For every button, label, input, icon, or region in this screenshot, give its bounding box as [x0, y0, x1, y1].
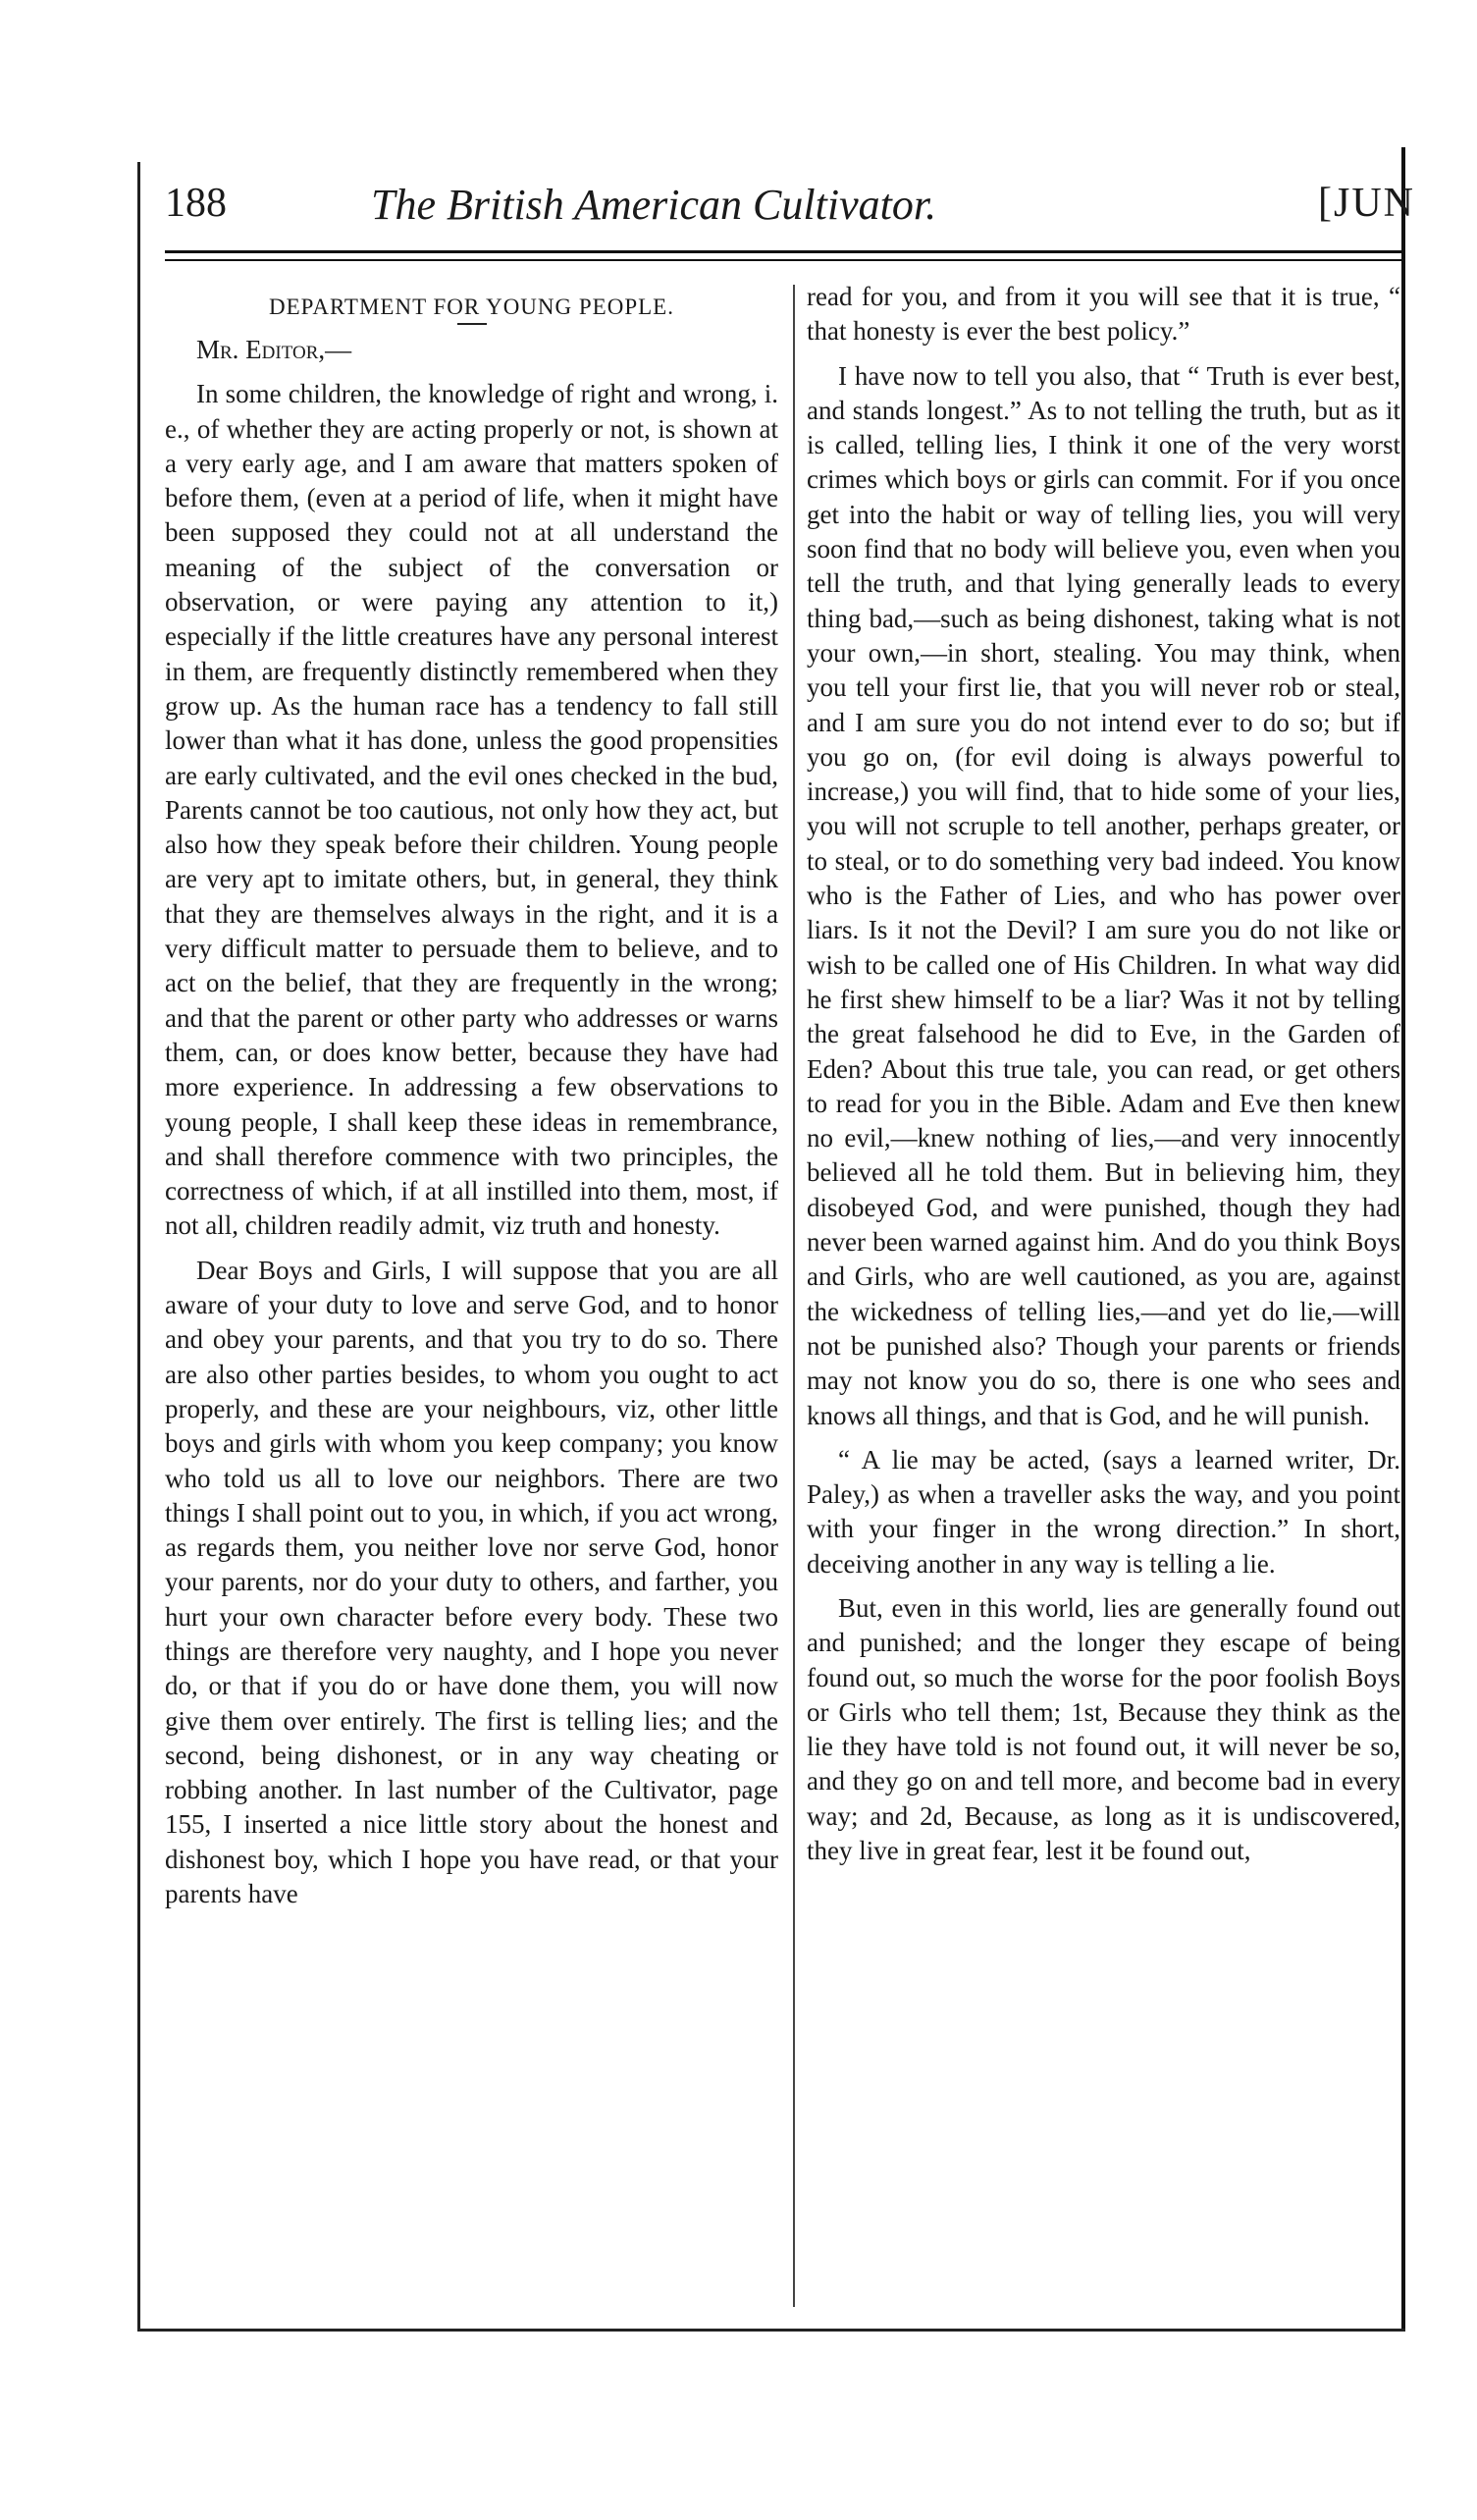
paragraph: In some children, the knowledge of right and wrong, i. e., of whether they are acting properly or not, is shown at a very early age, and I am aware that matters spoken of before them, (even at a period of life, when it might have been supposed they could not at all understand the meaning of the subject of the conversation or observation, or were paying any attention to it,) especially if the little creatures have any personal interest in them, are frequently distinctly remembered when they grow up. As the human race has a tendency to fall still lower than what it has done, unless the good propensities are early cultivated, and the evil ones checked in the bud, Parents cannot be too cautious, not only how they act, but also how they speak before their children. Young people are very apt to imitate others, but, in general, they think that they are themselves always in the right, and it is a very difficult matter to persuade them to believe, and to act on the belief, that they are frequently in the wrong; and that the parent or other party who addresses or warns them, can, or does know better, because they have had more experience. In addressing a few observations to young people, I shall keep these ideas in remembrance, and shall therefore commence with two principles, the correctness of which, if at all instilled into them, most, if not all, children readily admit, viz truth and honesty.	[165, 379, 778, 1241]
paragraph: “ A lie may be acted, (says a learned writer, Dr. Paley,) as when a traveller asks the way, and you point with your finger in the wrong direction.” In short, deceiving another in any way is telling a lie.	[807, 1444, 1400, 1579]
salutation: Mr. Editor,—	[196, 335, 352, 364]
header-rule-bottom	[165, 259, 1403, 261]
page-header	[165, 172, 1415, 241]
header-rule-top	[165, 250, 1403, 253]
paragraph: read for you, and from it you will see that it is true, “ that honesty is ever the best policy.”	[807, 282, 1400, 347]
left-column	[165, 280, 778, 1911]
page-border-right	[1401, 147, 1405, 2332]
paragraph: I have now to tell you also, that “ Truth is ever best, and stands longest.” As to not telling the truth, but as it is called, telling lies, I think it one of the very worst crimes which boys or girls can commit. For if you once get into the habit or way of telling lies, you will very soon find that no body will believe you, even when you tell the truth, and that lying generally leads to every thing bad,—such as being dishonest, taking what is not your own,—in short, stealing. You may think, when you tell your first lie, that you will never rob or steal, and I am sure you do not intend ever to do so; but if you go on, (for evil doing is always powerful to increase,) you will find, that to hide some of your lies, you will not scruple to tell another, perhaps greater, or to steal, or to do something very bad indeed. You know who is the Father of Lies, and who has power over liars. Is it not the Devil? I am sure you do not like or wish to be called one of His Children. In what way did he first shew himself to be a liar? Was it not by telling the great falsehood he did to Eve, in the Garden of Eden? About this true tale, you can read, or get others to read for you in the Bible. Adam and Eve then knew no evil,—knew nothing of lies,—and very innocently believed all he told them. But in believing him, they disobeyed God, and were punished, though they had never been warned against him. And do you think Boys and Girls, who are well cautioned, as you are, against the wickedness of telling lies,—and yet do lie,—will not be punished also? Though your parents or friends may not know you do so, there is one who sees and knows all things, and that is God, and he will punish.	[807, 360, 1400, 1430]
heading-dash	[457, 323, 487, 325]
column-divider	[793, 285, 795, 2307]
page-number: 188	[165, 181, 227, 226]
page-border-left	[137, 162, 140, 2332]
paragraph: Dear Boys and Girls, I will suppose that you are all aware of your duty to love and serve God, and to honor and obey your parents, and that you try to do so. There are also other parties besides, to whom you ought to act properly, and these are your neighbours, viz, other little boys and girls with whom you keep company; you know who told us all to love our neighbors. There are two things I shall point out to you, in which, if you act wrong, as regards them, you neither love nor serve God, honor your parents, nor do your duty to others, and farther, you hurt your own character before every body. These two things are therefore very naughty, and I hope you never do, or that if you do or have done them, you will now give them over entirely. The first is telling lies; and the second, being dishonest, or in any way cheating or robbing another. In last number of the Cultivator, page 155, I inserted a nice little story about the honest and dishonest boy, which I hope you have read, or that your parents have	[165, 1255, 778, 1909]
section-heading: DEPARTMENT FOR YOUNG PEOPLE.	[269, 295, 674, 319]
right-column	[807, 280, 1400, 1868]
page-title: The British American Cultivator.	[371, 181, 937, 229]
paragraph: But, even in this world, lies are generally found out and punished; and the longer they escape of being found out, so much the worse for the poor foolish Boys or Girls who tell them; 1st, Because they think as the lie they have told is not found out, it will never be so, and they go on and tell more, and become bad in every way; and 2d, Because, as long as it is undiscovered, they live in great fear, lest it be found out,	[807, 1592, 1400, 1866]
page-border-bottom	[137, 2329, 1405, 2332]
running-head: [JUN	[1318, 181, 1415, 226]
